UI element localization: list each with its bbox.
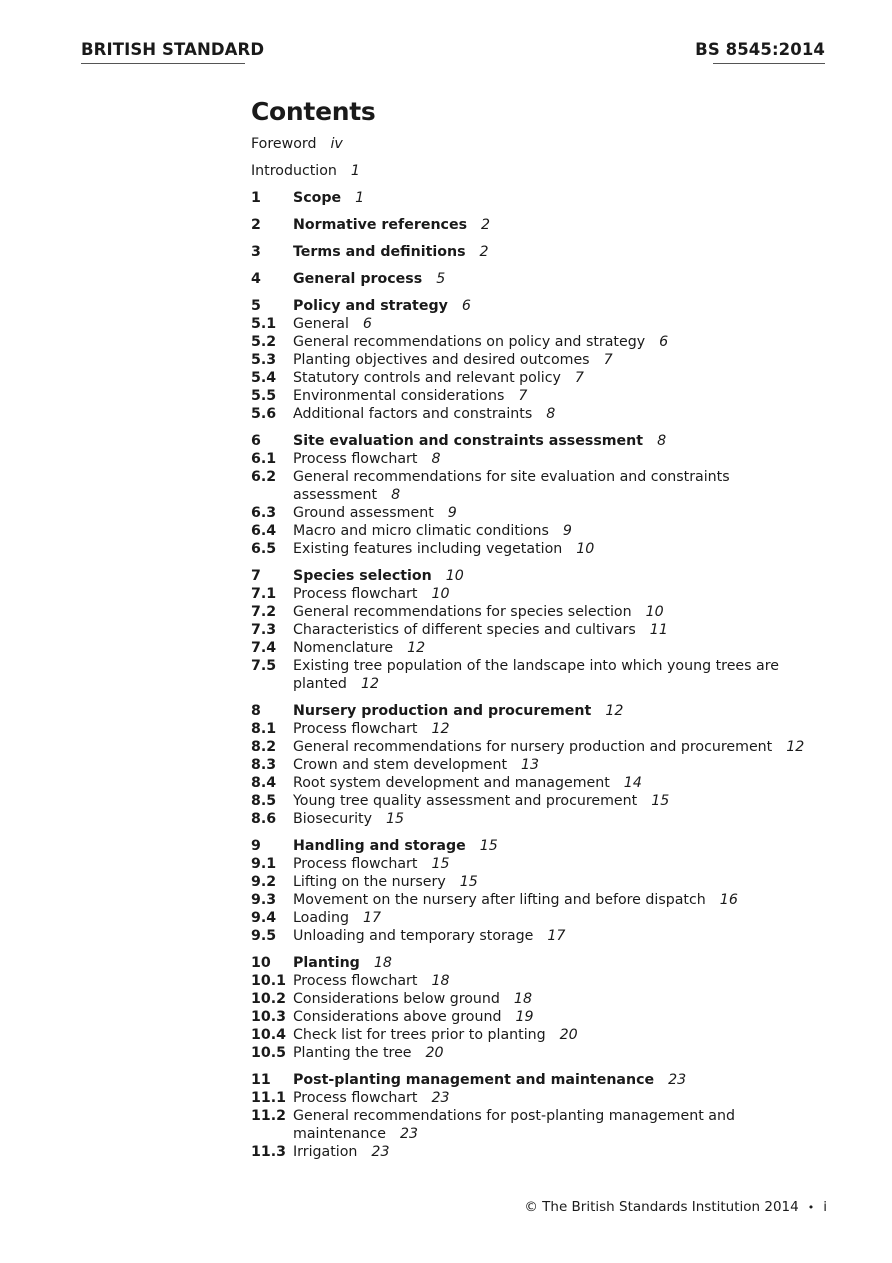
toc-page-number: 2 [481,217,491,233]
toc-page-number: 6 [659,334,669,350]
toc-title: Considerations below ground [293,991,500,1007]
toc-number: 11.3 [251,1144,287,1160]
toc-subsection[interactable] [251,603,851,621]
toc-page-number: 10 [576,541,595,557]
toc-subsection[interactable] [251,1044,851,1062]
toc-title: Post-planting management and maintenance [293,1072,655,1088]
toc-title: Young tree quality assessment and procurement [293,793,638,809]
toc-page-number: 19 [515,1009,534,1025]
header-left-rule [81,63,245,64]
toc-page-number: 13 [521,757,540,773]
toc-page-number: 12 [407,640,426,656]
toc-number: 10 [251,955,271,971]
toc-number: 6.3 [251,505,277,521]
toc-page-number: 18 [373,955,392,971]
toc-number: 9.4 [251,910,277,926]
toc-number: 5.5 [251,388,277,404]
toc-subsection[interactable] [251,540,851,558]
toc-number: 5.6 [251,406,277,422]
toc-section[interactable] [251,432,851,450]
toc-section[interactable] [251,243,851,261]
toc-number: 8.4 [251,775,277,791]
toc-subsection[interactable] [251,621,851,639]
toc-page-number: 23 [431,1090,450,1106]
toc-page-number: 14 [623,775,642,791]
toc-subsection[interactable] [251,1008,851,1026]
toc-title: Macro and micro climatic conditions [293,523,549,539]
toc-title: Ground assessment [293,505,434,521]
toc-page-number: 7 [603,352,613,368]
toc-number: 6 [251,433,261,449]
toc-subsection[interactable] [251,990,851,1008]
toc-title: Existing tree population of the landscape into which young trees are [293,658,779,674]
toc-number: 10.1 [251,973,287,989]
toc-page-number: 1 [355,190,365,206]
toc-subsection[interactable] [251,315,851,333]
toc-section[interactable] [251,216,851,234]
header-standard-label: BRITISH STANDARD [81,40,265,59]
toc-number: 5.3 [251,352,277,368]
toc-page-number: 18 [513,991,532,1007]
toc-title: Planting objectives and desired outcomes [293,352,590,368]
toc-number: 6.2 [251,469,277,485]
toc-number: 7 [251,568,261,584]
toc-section[interactable] [251,189,851,207]
toc-subsection[interactable] [251,891,851,909]
toc-page-number: 8 [391,487,401,503]
toc-title: Existing features including vegetation [293,541,563,557]
toc-section[interactable] [251,837,851,855]
toc-title: Loading [293,910,349,926]
toc-number: 9.1 [251,856,277,872]
toc-number: 8.2 [251,739,277,755]
toc-page-number: 12 [605,703,624,719]
toc-number: 7.3 [251,622,277,638]
toc-subsection[interactable] [251,972,851,990]
toc-page-number: 6 [461,298,471,314]
toc-page-number: 10 [445,568,464,584]
toc-entry[interactable] [251,135,851,153]
toc-title: Policy and strategy [293,298,448,314]
toc-number: 8.3 [251,757,277,773]
toc-title: Process flowchart [293,586,418,602]
toc-title: Normative references [293,217,468,233]
toc-page-number: 20 [559,1027,578,1043]
toc-page-number: 7 [574,370,584,386]
toc-number: 6.4 [251,523,277,539]
toc-title: Process flowchart [293,1090,418,1106]
toc-page-number: 9 [562,523,572,539]
toc-title: Check list for trees prior to planting [293,1027,546,1043]
toc-number: 9 [251,838,261,854]
toc-number: 5.2 [251,334,277,350]
toc-subsection[interactable] [251,1089,851,1107]
toc-title: Planting the tree [293,1045,412,1061]
toc-title: Planting [293,955,360,971]
toc-number: 8 [251,703,261,719]
toc-number: 11 [251,1072,271,1088]
toc-entry[interactable] [251,162,851,180]
toc-page-number: 1 [350,163,360,179]
toc-subsection[interactable] [251,873,851,891]
toc-number: 4 [251,271,261,287]
toc-subsection[interactable] [251,369,851,387]
toc-number: 10.2 [251,991,287,1007]
toc-number: 1 [251,190,261,206]
toc-number: 2 [251,217,261,233]
header-right-rule [713,63,825,64]
toc-section[interactable] [251,297,851,315]
toc-section[interactable] [251,1071,851,1089]
toc-page-number: 8 [431,451,441,467]
toc-title: Foreword [251,136,317,152]
toc-page-number: 8 [546,406,556,422]
toc-subsection[interactable] [251,585,851,603]
toc-number: 5 [251,298,261,314]
toc-title-continuation: assessment [293,487,378,503]
toc-page-number: 9 [447,505,457,521]
toc-title: Terms and definitions [293,244,466,260]
toc-page-number: 8 [657,433,667,449]
toc-page-number: 23 [371,1144,390,1160]
toc-subsection[interactable] [251,1026,851,1044]
toc-subsection[interactable] [251,774,851,792]
toc-title: Movement on the nursery after lifting and before dispatch [293,892,706,908]
toc-subsection[interactable] [251,522,851,540]
toc-subsection[interactable] [251,1143,851,1161]
toc-page-number: 2 [479,244,489,260]
toc-page-number: 15 [479,838,498,854]
footer-bullet: • [807,1201,815,1214]
toc-page-number: 17 [547,928,566,944]
toc-subsection[interactable] [251,405,851,423]
toc-subsection[interactable] [251,720,851,738]
toc-title: Environmental considerations [293,388,505,404]
toc-number: 11.2 [251,1108,287,1124]
toc-title: Nursery production and procurement [293,703,592,719]
table-of-contents [251,135,851,1161]
toc-title: General recommendations for nursery production and procurement [293,739,773,755]
toc-page-number: 5 [436,271,446,287]
toc-number: 9.2 [251,874,277,890]
toc-section[interactable] [251,954,851,972]
toc-title: Introduction [251,163,337,179]
contents-title: Contents [251,97,376,126]
toc-page-number: 15 [431,856,450,872]
toc-number: 8.5 [251,793,277,809]
toc-title: Statutory controls and relevant policy [293,370,561,386]
toc-subsection[interactable] [251,792,851,810]
toc-section[interactable] [251,270,851,288]
toc-title-continuation: planted [293,676,347,692]
toc-title: Biosecurity [293,811,373,827]
toc-title: Handling and storage [293,838,466,854]
toc-page-number: 20 [425,1045,444,1061]
page-footer [524,1199,827,1215]
toc-title: Root system development and management [293,775,610,791]
toc-number: 9.3 [251,892,277,908]
toc-title: Characteristics of different species and cultivars [293,622,636,638]
footer-copyright: © The British Standards Institution 2014 [524,1199,799,1215]
toc-title: Process flowchart [293,451,418,467]
toc-page-number: 6 [362,316,372,332]
toc-number: 3 [251,244,261,260]
toc-subsection[interactable] [251,756,851,774]
toc-title: Scope [293,190,342,206]
toc-page-number: 15 [651,793,670,809]
toc-subsection[interactable] [251,387,851,405]
toc-page-number: 15 [459,874,478,890]
toc-title: Additional factors and constraints [293,406,533,422]
toc-number: 6.5 [251,541,277,557]
toc-page-number: 18 [431,973,450,989]
toc-subsection[interactable] [251,333,851,351]
toc-subsection[interactable] [251,1107,851,1143]
toc-number: 7.2 [251,604,277,620]
toc-subsection[interactable] [251,738,851,756]
toc-title: Process flowchart [293,856,418,872]
toc-page-number: 23 [668,1072,687,1088]
toc-page-number: 11 [649,622,668,638]
toc-subsection[interactable] [251,639,851,657]
toc-subsection[interactable] [251,909,851,927]
toc-page-number: 12 [360,676,379,692]
toc-title: Considerations above ground [293,1009,502,1025]
toc-section[interactable] [251,702,851,720]
toc-subsection[interactable] [251,450,851,468]
toc-number: 8.1 [251,721,277,737]
toc-number: 5.4 [251,370,277,386]
toc-title: Unloading and temporary storage [293,928,534,944]
toc-title: General recommendations for site evaluation and constraints [293,469,730,485]
toc-page-number: 12 [431,721,450,737]
toc-subsection[interactable] [251,657,851,693]
toc-section[interactable] [251,567,851,585]
toc-subsection[interactable] [251,351,851,369]
toc-page-number: 16 [719,892,738,908]
toc-title: General recommendations for species selection [293,604,632,620]
toc-page-number: 10 [645,604,664,620]
toc-title: Irrigation [293,1144,358,1160]
toc-page-number: 10 [431,586,450,602]
toc-subsection[interactable] [251,810,851,828]
toc-number: 10.3 [251,1009,287,1025]
toc-subsection[interactable] [251,504,851,522]
toc-number: 10.5 [251,1045,287,1061]
toc-number: 6.1 [251,451,277,467]
toc-page-number: 17 [362,910,382,926]
toc-title: General [293,316,349,332]
toc-number: 7.4 [251,640,277,656]
toc-title: Nomenclature [293,640,394,656]
toc-title: Lifting on the nursery [293,874,446,890]
toc-title: Site evaluation and constraints assessment [293,433,644,449]
toc-title: Species selection [293,568,432,584]
toc-number: 5.1 [251,316,277,332]
toc-number: 9.5 [251,928,277,944]
toc-title: Process flowchart [293,973,418,989]
toc-title: General process [293,271,423,287]
toc-page-number: 7 [518,388,528,404]
toc-number: 10.4 [251,1027,287,1043]
toc-number: 7.1 [251,586,277,602]
toc-title-continuation: maintenance [293,1126,386,1142]
toc-title: Crown and stem development [293,757,508,773]
toc-subsection[interactable] [251,927,851,945]
header-standard-number: BS 8545:2014 [695,40,825,59]
toc-number: 8.6 [251,811,277,827]
toc-page-number: 15 [386,811,405,827]
toc-number: 7.5 [251,658,277,674]
toc-title: General recommendations for post-planting management and [293,1108,735,1124]
toc-subsection[interactable] [251,468,851,504]
toc-subsection[interactable] [251,855,851,873]
toc-number: 11.1 [251,1090,287,1106]
toc-title: Process flowchart [293,721,418,737]
toc-title: General recommendations on policy and strategy [293,334,646,350]
toc-page-number: iv [330,136,343,152]
toc-page-number: 12 [786,739,805,755]
footer-page-number: i [823,1199,827,1215]
toc-page-number: 23 [399,1126,419,1142]
